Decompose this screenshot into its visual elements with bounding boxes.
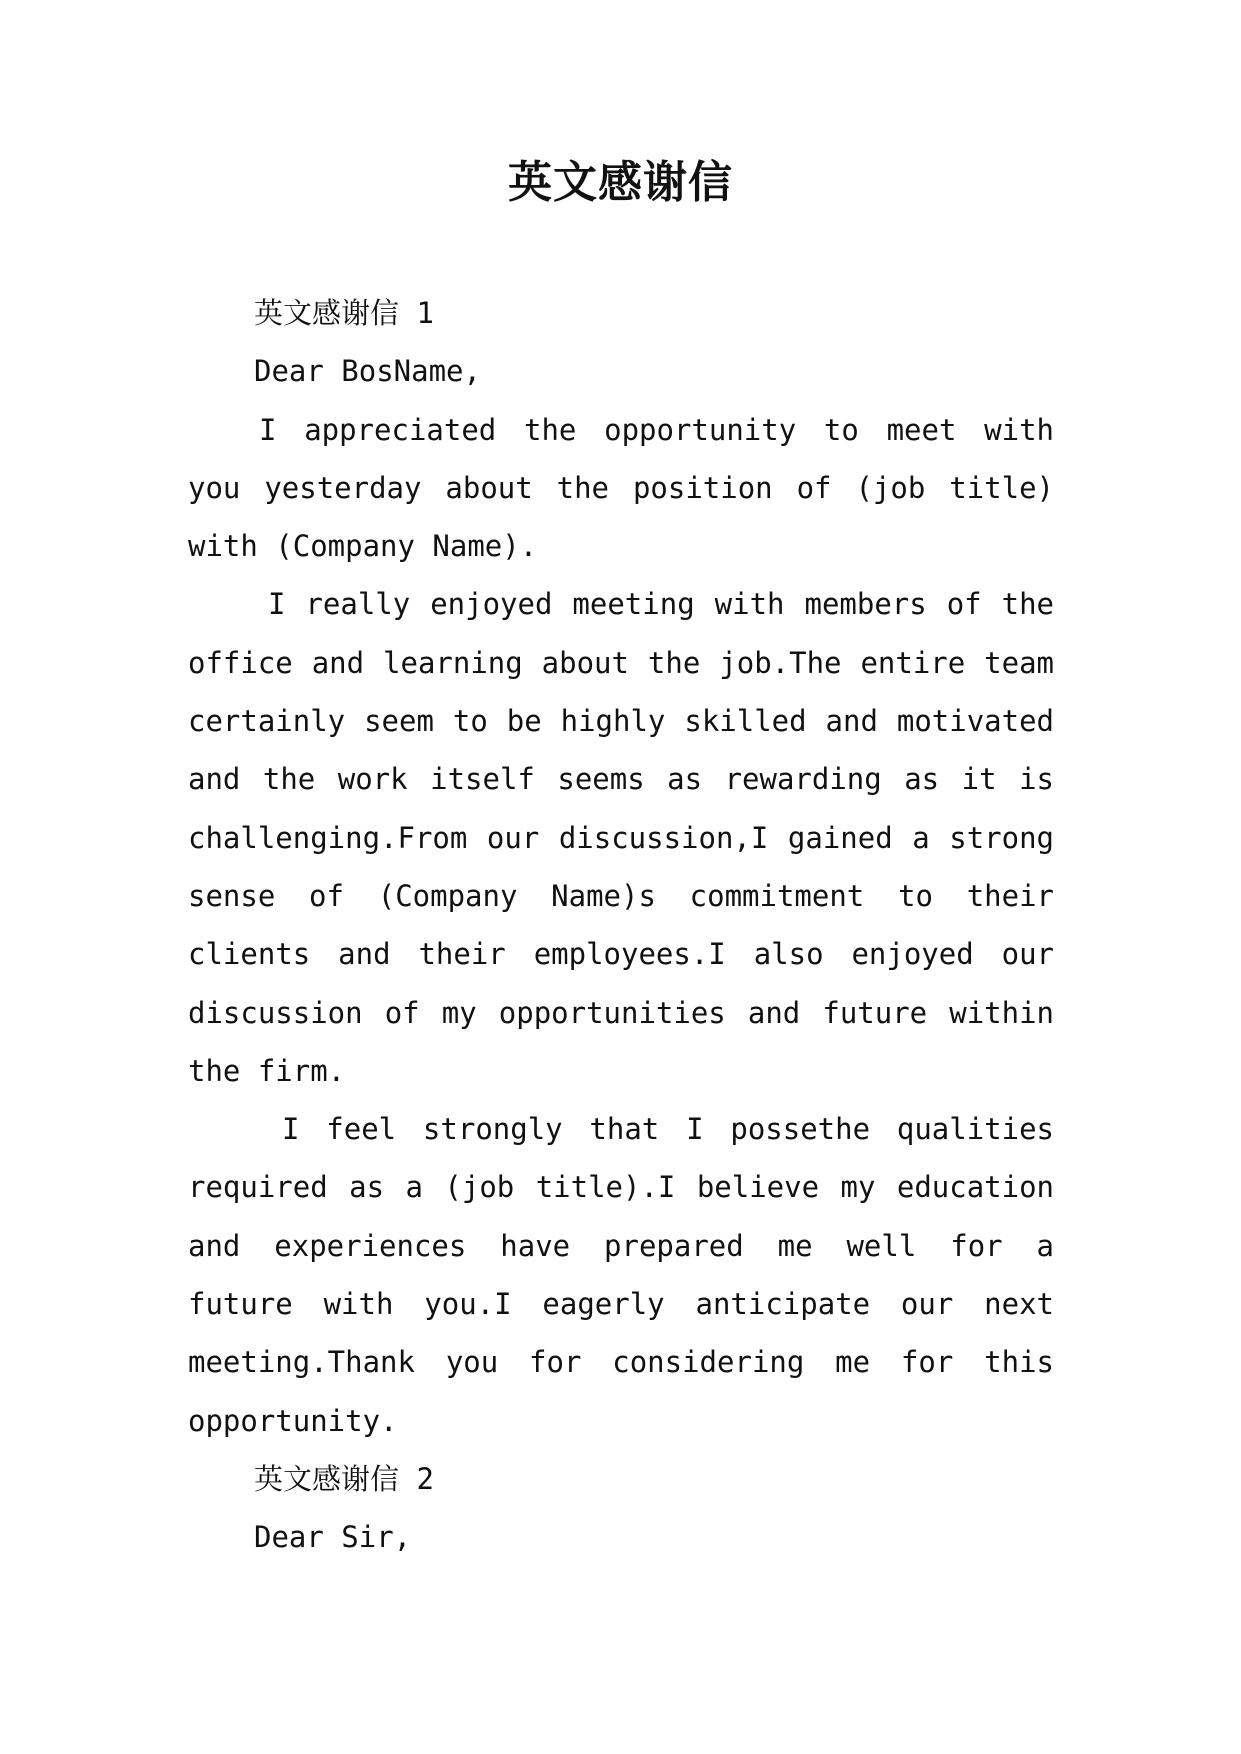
letter-1-salutation: Dear BosName, bbox=[254, 354, 481, 389]
document-title: 英文感谢信 bbox=[508, 157, 733, 208]
letter-1-paragraph-3: I feel strongly that I possethe qualities required as a (job title).I believe my education and experiences have prepared me well for a future with you.I eagerly anticipate our next meeting.Thank you for considering me for this opportunity. bbox=[188, 1112, 1054, 1438]
letter-1-heading: 英文感谢信 1 bbox=[254, 296, 434, 330]
letter-1-paragraph-1: I appreciated the opportunity to meet with you yesterday about the position of (job title) with (Company Name). bbox=[188, 412, 1054, 564]
letter-2-salutation: Dear Sir, bbox=[254, 1520, 412, 1555]
letter-2-heading: 英文感谢信 2 bbox=[254, 1461, 434, 1496]
document-body bbox=[188, 284, 1054, 1567]
letter-1-paragraph-2: I really enjoyed meeting with members of the office and learning about the job.The entire team certainly seem to be highly skilled and motivated and the work itself seems as rewarding as it is challenging.From our discussion,I gained a strong sense of (Company Name)s commitment to their clients and their employees.I also enjoyed our discussion of my opportunities and future within the firm. bbox=[188, 587, 1054, 1088]
